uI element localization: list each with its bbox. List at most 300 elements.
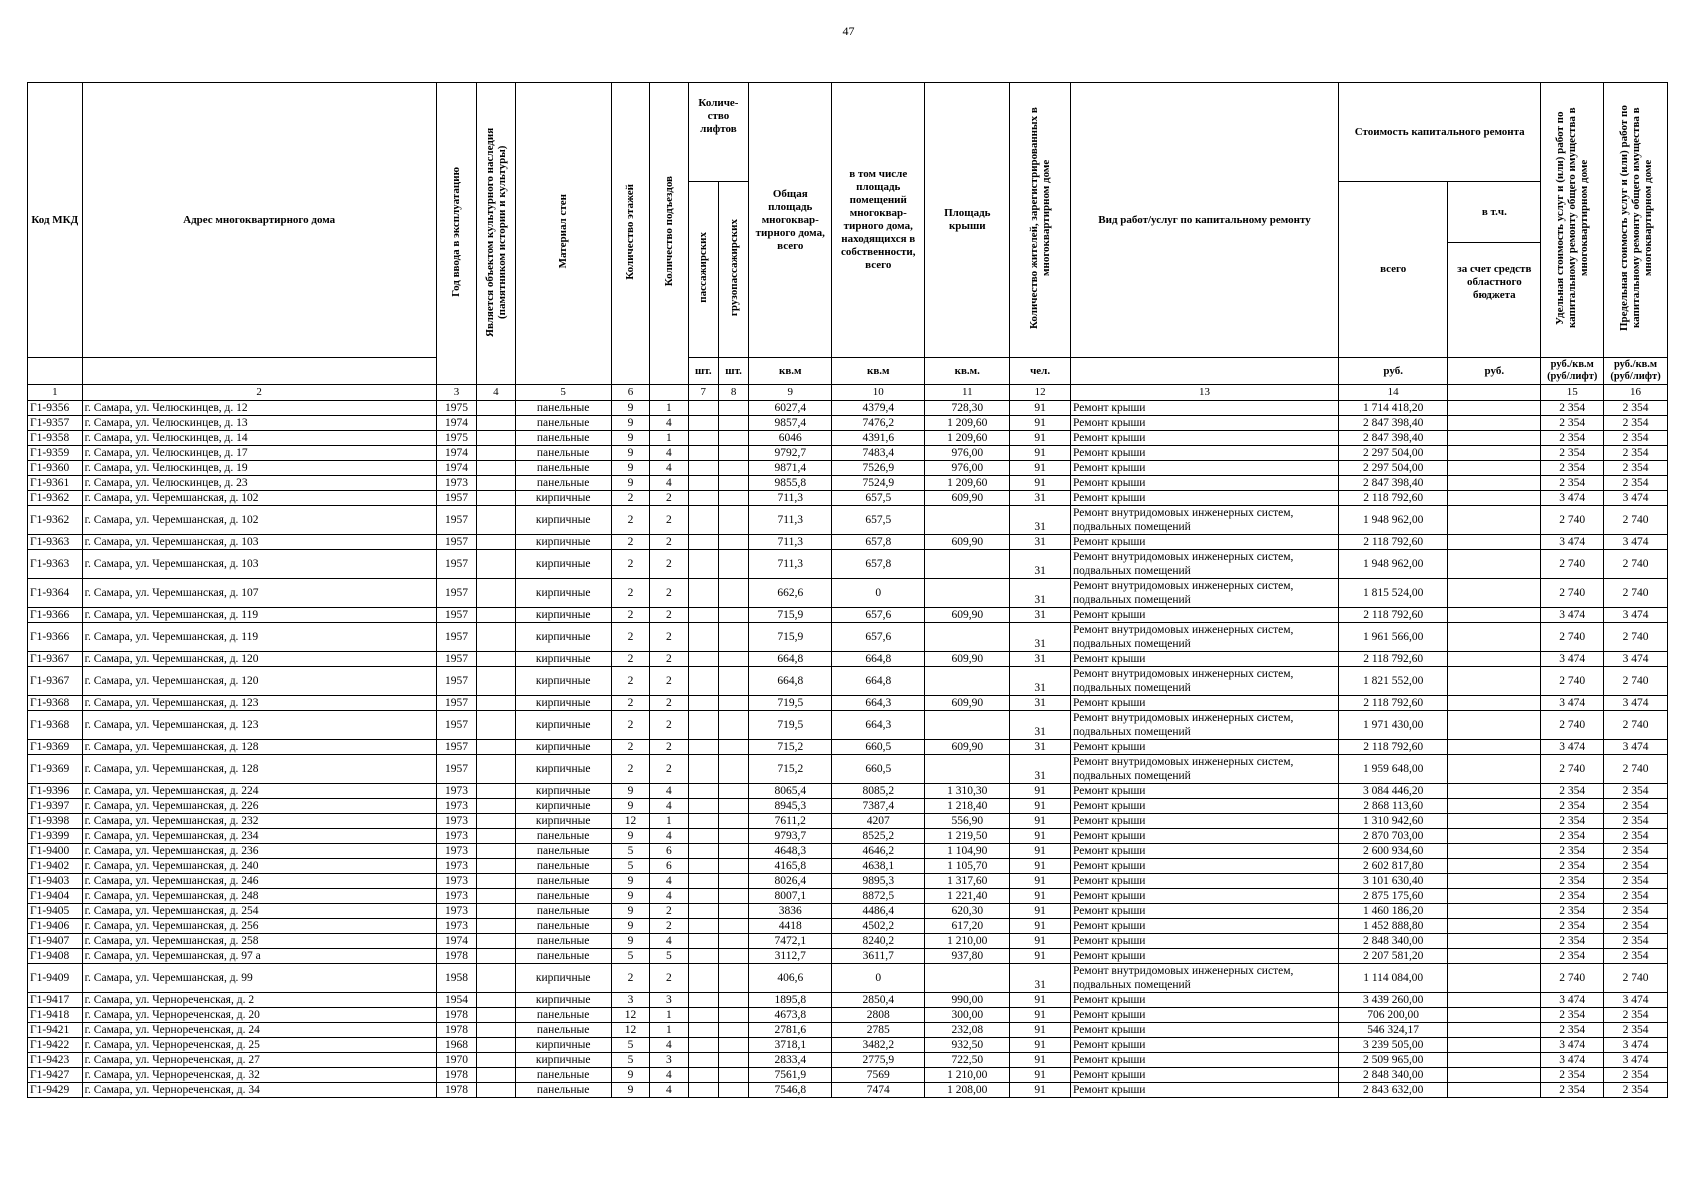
cell-work-type: Ремонт крыши	[1070, 416, 1338, 431]
cell-material: кирпичные	[515, 711, 611, 740]
cell-cost-total: 1 310 942,60	[1339, 814, 1448, 829]
column-number: 16	[1604, 385, 1668, 401]
cell-roof-area: 1 209,60	[925, 431, 1010, 446]
cell-unit-cost: 2 354	[1541, 949, 1604, 964]
table-row	[28, 696, 1668, 711]
cell-lifts-passenger	[688, 829, 718, 844]
unit-rub: руб.	[1448, 358, 1541, 385]
cell-work-type: Ремонт крыши	[1070, 859, 1338, 874]
cell-unit-cost: 2 354	[1541, 461, 1604, 476]
cell-residents: 91	[1010, 934, 1071, 949]
cell-entrances: 4	[650, 476, 688, 491]
cell-cost-region	[1448, 623, 1541, 652]
cell-max-cost: 2 354	[1604, 416, 1668, 431]
cell-area-owned: 7524,9	[832, 476, 925, 491]
cell-max-cost: 2 740	[1604, 667, 1668, 696]
cell-cost-region	[1448, 1053, 1541, 1068]
cell-year: 1957	[436, 667, 476, 696]
cell-cost-region	[1448, 1068, 1541, 1083]
cell-area-owned: 2785	[832, 1023, 925, 1038]
cell-lifts-cargo	[718, 949, 748, 964]
cell-floors: 2	[611, 696, 649, 711]
cell-material: кирпичные	[515, 550, 611, 579]
cell-kod: Г1-9360	[28, 461, 83, 476]
unit-sqm: кв.м.	[925, 358, 1010, 385]
cell-work-type: Ремонт внутридомовых инженерных систем, подвальных помещений	[1070, 711, 1338, 740]
cell-lifts-cargo	[718, 993, 748, 1008]
cell-material: панельные	[515, 859, 611, 874]
cell-year: 1957	[436, 696, 476, 711]
cell-area-total: 711,3	[749, 535, 832, 550]
cell-lifts-passenger	[688, 904, 718, 919]
cell-area-owned: 664,8	[832, 652, 925, 667]
cell-entrances: 5	[650, 949, 688, 964]
table-body	[28, 401, 1668, 1098]
cell-lifts-cargo	[718, 491, 748, 506]
cell-heritage	[477, 1053, 515, 1068]
cell-heritage	[477, 550, 515, 579]
table-header	[28, 83, 1668, 401]
table-row	[28, 874, 1668, 889]
cell-unit-cost: 2 740	[1541, 623, 1604, 652]
cell-area-owned: 7569	[832, 1068, 925, 1083]
cell-heritage	[477, 652, 515, 667]
cell-year: 1978	[436, 1023, 476, 1038]
cell-work-type: Ремонт крыши	[1070, 461, 1338, 476]
column-number: 7	[688, 385, 718, 401]
cell-work-type: Ремонт крыши	[1070, 919, 1338, 934]
unit-sqm: кв.м	[832, 358, 925, 385]
cell-year: 1974	[436, 446, 476, 461]
cell-entrances: 2	[650, 491, 688, 506]
cell-area-owned: 660,5	[832, 740, 925, 755]
cell-kod: Г1-9417	[28, 993, 83, 1008]
cell-area-owned: 657,5	[832, 491, 925, 506]
cell-max-cost: 2 354	[1604, 431, 1668, 446]
cell-area-owned: 657,6	[832, 623, 925, 652]
cell-max-cost: 2 354	[1604, 844, 1668, 859]
cell-roof-area: 976,00	[925, 461, 1010, 476]
cell-material: кирпичные	[515, 696, 611, 711]
cell-kod: Г1-9362	[28, 491, 83, 506]
cell-address: г. Самара, ул. Черемшанская, д. 232	[82, 814, 436, 829]
cell-area-total: 406,6	[749, 964, 832, 993]
cell-kod: Г1-9361	[28, 476, 83, 491]
cell-residents: 91	[1010, 904, 1071, 919]
cell-work-type: Ремонт крыши	[1070, 535, 1338, 550]
cell-heritage	[477, 993, 515, 1008]
cell-area-owned: 4486,4	[832, 904, 925, 919]
cell-area-total: 4418	[749, 919, 832, 934]
table-row	[28, 829, 1668, 844]
cell-year: 1957	[436, 550, 476, 579]
cell-floors: 2	[611, 623, 649, 652]
cell-floors: 2	[611, 608, 649, 623]
cell-heritage	[477, 623, 515, 652]
cell-area-owned: 660,5	[832, 755, 925, 784]
cell-address: г. Самара, ул. Черемшанская, д. 120	[82, 667, 436, 696]
table-row	[28, 623, 1668, 652]
cell-lifts-cargo	[718, 623, 748, 652]
cell-unit-cost: 3 474	[1541, 652, 1604, 667]
cell-area-total: 3718,1	[749, 1038, 832, 1053]
cell-material: панельные	[515, 904, 611, 919]
cell-area-owned: 3482,2	[832, 1038, 925, 1053]
cell-work-type: Ремонт крыши	[1070, 608, 1338, 623]
table-row	[28, 964, 1668, 993]
cell-address: г. Самара, ул. Черемшанская, д. 128	[82, 755, 436, 784]
cell-roof-area: 1 104,90	[925, 844, 1010, 859]
header-heritage: Является объектом культурного наследия (памятником истории и культуры)	[477, 83, 515, 385]
cell-address: г. Самара, ул. Чернореченская, д. 24	[82, 1023, 436, 1038]
cell-lifts-passenger	[688, 859, 718, 874]
cell-roof-area	[925, 711, 1010, 740]
header-cost-total: всего	[1339, 182, 1448, 358]
cell-floors: 2	[611, 667, 649, 696]
cell-lifts-passenger	[688, 755, 718, 784]
cell-area-owned: 8525,2	[832, 829, 925, 844]
cell-material: панельные	[515, 446, 611, 461]
cell-entrances: 1	[650, 431, 688, 446]
cell-year: 1973	[436, 476, 476, 491]
cell-address: г. Самара, ул. Черемшанская, д. 234	[82, 829, 436, 844]
cell-unit-cost: 2 354	[1541, 401, 1604, 416]
cell-year: 1973	[436, 829, 476, 844]
cell-cost-total: 3 439 260,00	[1339, 993, 1448, 1008]
cell-material: кирпичные	[515, 506, 611, 535]
cell-work-type: Ремонт крыши	[1070, 844, 1338, 859]
cell-entrances: 6	[650, 844, 688, 859]
cell-year: 1957	[436, 623, 476, 652]
cell-residents: 91	[1010, 446, 1071, 461]
cell-max-cost: 2 354	[1604, 476, 1668, 491]
cell-residents: 91	[1010, 919, 1071, 934]
cell-heritage	[477, 1008, 515, 1023]
cell-area-owned: 0	[832, 579, 925, 608]
cell-unit-cost: 3 474	[1541, 1053, 1604, 1068]
cell-cost-total: 706 200,00	[1339, 1008, 1448, 1023]
cell-year: 1975	[436, 401, 476, 416]
cell-area-total: 9793,7	[749, 829, 832, 844]
header-lifts-passenger: пассажирских	[688, 182, 718, 358]
cell-material: панельные	[515, 1023, 611, 1038]
header-area-owned: в том числе площадь помещений многоквар- тирного дома, находящихся в собственности, всего	[832, 83, 925, 358]
cell-cost-region	[1448, 755, 1541, 784]
cell-kod: Г1-9404	[28, 889, 83, 904]
cell-lifts-cargo	[718, 934, 748, 949]
cell-heritage	[477, 461, 515, 476]
cell-unit-cost: 2 354	[1541, 829, 1604, 844]
cell-address: г. Самара, ул. Черемшанская, д. 240	[82, 859, 436, 874]
cell-cost-total: 1 114 084,00	[1339, 964, 1448, 993]
unit-rub: руб.	[1339, 358, 1448, 385]
cell-roof-area	[925, 623, 1010, 652]
cell-lifts-cargo	[718, 652, 748, 667]
cell-kod: Г1-9409	[28, 964, 83, 993]
cell-unit-cost: 2 740	[1541, 755, 1604, 784]
cell-work-type: Ремонт крыши	[1070, 993, 1338, 1008]
table-row	[28, 506, 1668, 535]
cell-work-type: Ремонт внутридомовых инженерных систем, подвальных помещений	[1070, 623, 1338, 652]
cell-area-owned: 7387,4	[832, 799, 925, 814]
cell-area-total: 8945,3	[749, 799, 832, 814]
cell-max-cost: 2 354	[1604, 949, 1668, 964]
cell-address: г. Самара, ул. Чернореченская, д. 32	[82, 1068, 436, 1083]
cell-roof-area	[925, 964, 1010, 993]
cell-work-type: Ремонт внутридомовых инженерных систем, подвальных помещений	[1070, 964, 1338, 993]
cell-roof-area: 609,90	[925, 608, 1010, 623]
header-year: Год ввода в эксплуатацию	[436, 83, 476, 385]
cell-year: 1970	[436, 1053, 476, 1068]
cell-year: 1957	[436, 608, 476, 623]
cell-kod: Г1-9400	[28, 844, 83, 859]
cell-heritage	[477, 431, 515, 446]
cell-residents: 91	[1010, 476, 1071, 491]
cell-lifts-cargo	[718, 431, 748, 446]
column-number	[650, 385, 688, 401]
header-roof-area: Площадь крыши	[925, 83, 1010, 358]
cell-cost-total: 3 101 630,40	[1339, 874, 1448, 889]
cell-heritage	[477, 491, 515, 506]
cell-lifts-cargo	[718, 506, 748, 535]
cell-floors: 5	[611, 844, 649, 859]
cell-kod: Г1-9356	[28, 401, 83, 416]
cell-residents: 91	[1010, 401, 1071, 416]
cell-lifts-cargo	[718, 799, 748, 814]
cell-cost-total: 3 084 446,20	[1339, 784, 1448, 799]
cell-floors: 9	[611, 446, 649, 461]
cell-cost-total: 2 875 175,60	[1339, 889, 1448, 904]
cell-area-total: 715,2	[749, 755, 832, 784]
cell-year: 1978	[436, 1008, 476, 1023]
cell-unit-cost: 3 474	[1541, 993, 1604, 1008]
cell-year: 1973	[436, 889, 476, 904]
cell-heritage	[477, 446, 515, 461]
cell-residents: 31	[1010, 550, 1071, 579]
cell-area-owned: 4207	[832, 814, 925, 829]
cell-cost-region	[1448, 535, 1541, 550]
cell-address: г. Самара, ул. Черемшанская, д. 120	[82, 652, 436, 667]
cell-unit-cost: 2 354	[1541, 446, 1604, 461]
cell-area-total: 711,3	[749, 491, 832, 506]
cell-heritage	[477, 506, 515, 535]
cell-kod: Г1-9367	[28, 667, 83, 696]
cell-entrances: 2	[650, 623, 688, 652]
column-number: 8	[718, 385, 748, 401]
cell-max-cost: 2 354	[1604, 401, 1668, 416]
cell-residents: 91	[1010, 844, 1071, 859]
cell-max-cost: 2 354	[1604, 1068, 1668, 1083]
cell-heritage	[477, 755, 515, 784]
header-unit-cost: Удельная стоимость услуг и (или) работ по капитальному ремонту общего имущества в многоквартирном доме	[1541, 83, 1604, 358]
cell-entrances: 3	[650, 993, 688, 1008]
cell-cost-region	[1448, 652, 1541, 667]
table-row	[28, 416, 1668, 431]
cell-entrances: 2	[650, 506, 688, 535]
cell-unit-cost: 2 740	[1541, 506, 1604, 535]
cell-cost-total: 2 848 340,00	[1339, 1068, 1448, 1083]
cell-entrances: 4	[650, 934, 688, 949]
cell-floors: 5	[611, 1053, 649, 1068]
cell-work-type: Ремонт крыши	[1070, 491, 1338, 506]
cell-heritage	[477, 934, 515, 949]
cell-area-owned: 664,8	[832, 667, 925, 696]
cell-roof-area: 609,90	[925, 696, 1010, 711]
cell-residents: 31	[1010, 491, 1071, 506]
cell-residents: 91	[1010, 784, 1071, 799]
table-row	[28, 814, 1668, 829]
cell-lifts-cargo	[718, 416, 748, 431]
cell-entrances: 2	[650, 740, 688, 755]
cell-cost-total: 1 961 566,00	[1339, 623, 1448, 652]
header-work-type: Вид работ/услуг по капитальному ремонту	[1070, 83, 1338, 358]
cell-cost-region	[1448, 667, 1541, 696]
cell-entrances: 4	[650, 446, 688, 461]
table-row	[28, 491, 1668, 506]
cell-address: г. Самара, ул. Черемшанская, д. 258	[82, 934, 436, 949]
cell-area-total: 1895,8	[749, 993, 832, 1008]
cell-residents: 91	[1010, 461, 1071, 476]
cell-lifts-cargo	[718, 755, 748, 784]
column-number: 10	[832, 385, 925, 401]
cell-lifts-cargo	[718, 859, 748, 874]
cell-kod: Г1-9403	[28, 874, 83, 889]
cell-floors: 2	[611, 711, 649, 740]
cell-lifts-cargo	[718, 784, 748, 799]
cell-work-type: Ремонт крыши	[1070, 874, 1338, 889]
cell-address: г. Самара, ул. Чернореченская, д. 25	[82, 1038, 436, 1053]
cell-cost-region	[1448, 814, 1541, 829]
cell-floors: 9	[611, 784, 649, 799]
cell-address: г. Самара, ул. Челюскинцев, д. 14	[82, 431, 436, 446]
cell-address: г. Самара, ул. Черемшанская, д. 119	[82, 623, 436, 652]
cell-kod: Г1-9368	[28, 696, 83, 711]
cell-max-cost: 2 740	[1604, 711, 1668, 740]
cell-roof-area: 232,08	[925, 1023, 1010, 1038]
cell-lifts-passenger	[688, 1023, 718, 1038]
header-floors: Количество этажей	[611, 83, 649, 385]
cell-lifts-passenger	[688, 623, 718, 652]
cell-lifts-cargo	[718, 667, 748, 696]
cell-entrances: 1	[650, 1008, 688, 1023]
cell-roof-area: 1 219,50	[925, 829, 1010, 844]
cell-heritage	[477, 696, 515, 711]
cell-roof-area: 300,00	[925, 1008, 1010, 1023]
column-number: 11	[925, 385, 1010, 401]
table-row	[28, 446, 1668, 461]
table-row	[28, 755, 1668, 784]
cell-kod: Г1-9363	[28, 535, 83, 550]
header-address: Адрес многоквартирного дома	[82, 83, 436, 358]
cell-floors: 9	[611, 476, 649, 491]
cell-material: кирпичные	[515, 579, 611, 608]
cell-material: панельные	[515, 1008, 611, 1023]
cell-work-type: Ремонт крыши	[1070, 904, 1338, 919]
cell-lifts-cargo	[718, 461, 748, 476]
cell-material: кирпичные	[515, 1038, 611, 1053]
cell-area-owned: 3611,7	[832, 949, 925, 964]
unit-empty-3	[1070, 358, 1338, 385]
cell-max-cost: 2 354	[1604, 904, 1668, 919]
cell-area-total: 8065,4	[749, 784, 832, 799]
cell-cost-region	[1448, 1008, 1541, 1023]
cell-address: г. Самара, ул. Черемшанская, д. 123	[82, 711, 436, 740]
cell-area-total: 664,8	[749, 667, 832, 696]
cell-entrances: 2	[650, 711, 688, 740]
cell-lifts-passenger	[688, 784, 718, 799]
cell-area-total: 9857,4	[749, 416, 832, 431]
cell-unit-cost: 3 474	[1541, 696, 1604, 711]
cell-heritage	[477, 535, 515, 550]
cell-residents: 91	[1010, 431, 1071, 446]
cell-unit-cost: 2 740	[1541, 711, 1604, 740]
cell-floors: 9	[611, 1068, 649, 1083]
cell-unit-cost: 2 354	[1541, 1083, 1604, 1098]
cell-kod: Г1-9429	[28, 1083, 83, 1098]
cell-material: панельные	[515, 1083, 611, 1098]
cell-material: панельные	[515, 1068, 611, 1083]
cell-lifts-cargo	[718, 535, 748, 550]
header-cost-incl: в т.ч. за счет средств областного бюджета	[1448, 182, 1541, 358]
column-number: 1	[28, 385, 83, 401]
cell-lifts-passenger	[688, 1008, 718, 1023]
cell-work-type: Ремонт внутридомовых инженерных систем, подвальных помещений	[1070, 755, 1338, 784]
table-row	[28, 1083, 1668, 1098]
cell-work-type: Ремонт крыши	[1070, 814, 1338, 829]
cell-lifts-cargo	[718, 696, 748, 711]
cell-year: 1957	[436, 711, 476, 740]
cell-max-cost: 2 354	[1604, 446, 1668, 461]
cell-heritage	[477, 667, 515, 696]
cell-area-total: 3836	[749, 904, 832, 919]
cell-cost-total: 2 118 792,60	[1339, 652, 1448, 667]
cell-area-total: 8007,1	[749, 889, 832, 904]
cell-cost-region	[1448, 1038, 1541, 1053]
cell-floors: 2	[611, 550, 649, 579]
cell-entrances: 4	[650, 1083, 688, 1098]
cell-floors: 9	[611, 799, 649, 814]
cell-lifts-cargo	[718, 476, 748, 491]
cell-heritage	[477, 1083, 515, 1098]
cell-lifts-passenger	[688, 949, 718, 964]
cell-material: панельные	[515, 874, 611, 889]
header-material: Материал стен	[515, 83, 611, 385]
cell-cost-region	[1448, 608, 1541, 623]
cell-lifts-cargo	[718, 874, 748, 889]
column-number: 6	[611, 385, 649, 401]
cell-max-cost: 3 474	[1604, 740, 1668, 755]
table-row	[28, 1023, 1668, 1038]
cell-cost-region	[1448, 579, 1541, 608]
cell-unit-cost: 2 354	[1541, 919, 1604, 934]
cell-entrances: 2	[650, 904, 688, 919]
cell-cost-total: 2 118 792,60	[1339, 696, 1448, 711]
cell-roof-area: 976,00	[925, 446, 1010, 461]
cell-roof-area	[925, 550, 1010, 579]
cell-year: 1978	[436, 949, 476, 964]
cell-heritage	[477, 1068, 515, 1083]
cell-entrances: 2	[650, 652, 688, 667]
cell-cost-total: 2 118 792,60	[1339, 608, 1448, 623]
cell-material: кирпичные	[515, 491, 611, 506]
cell-roof-area	[925, 667, 1010, 696]
column-number	[1448, 385, 1541, 401]
cell-floors: 9	[611, 431, 649, 446]
cell-heritage	[477, 859, 515, 874]
cell-lifts-passenger	[688, 667, 718, 696]
cell-unit-cost: 2 354	[1541, 476, 1604, 491]
column-number: 5	[515, 385, 611, 401]
